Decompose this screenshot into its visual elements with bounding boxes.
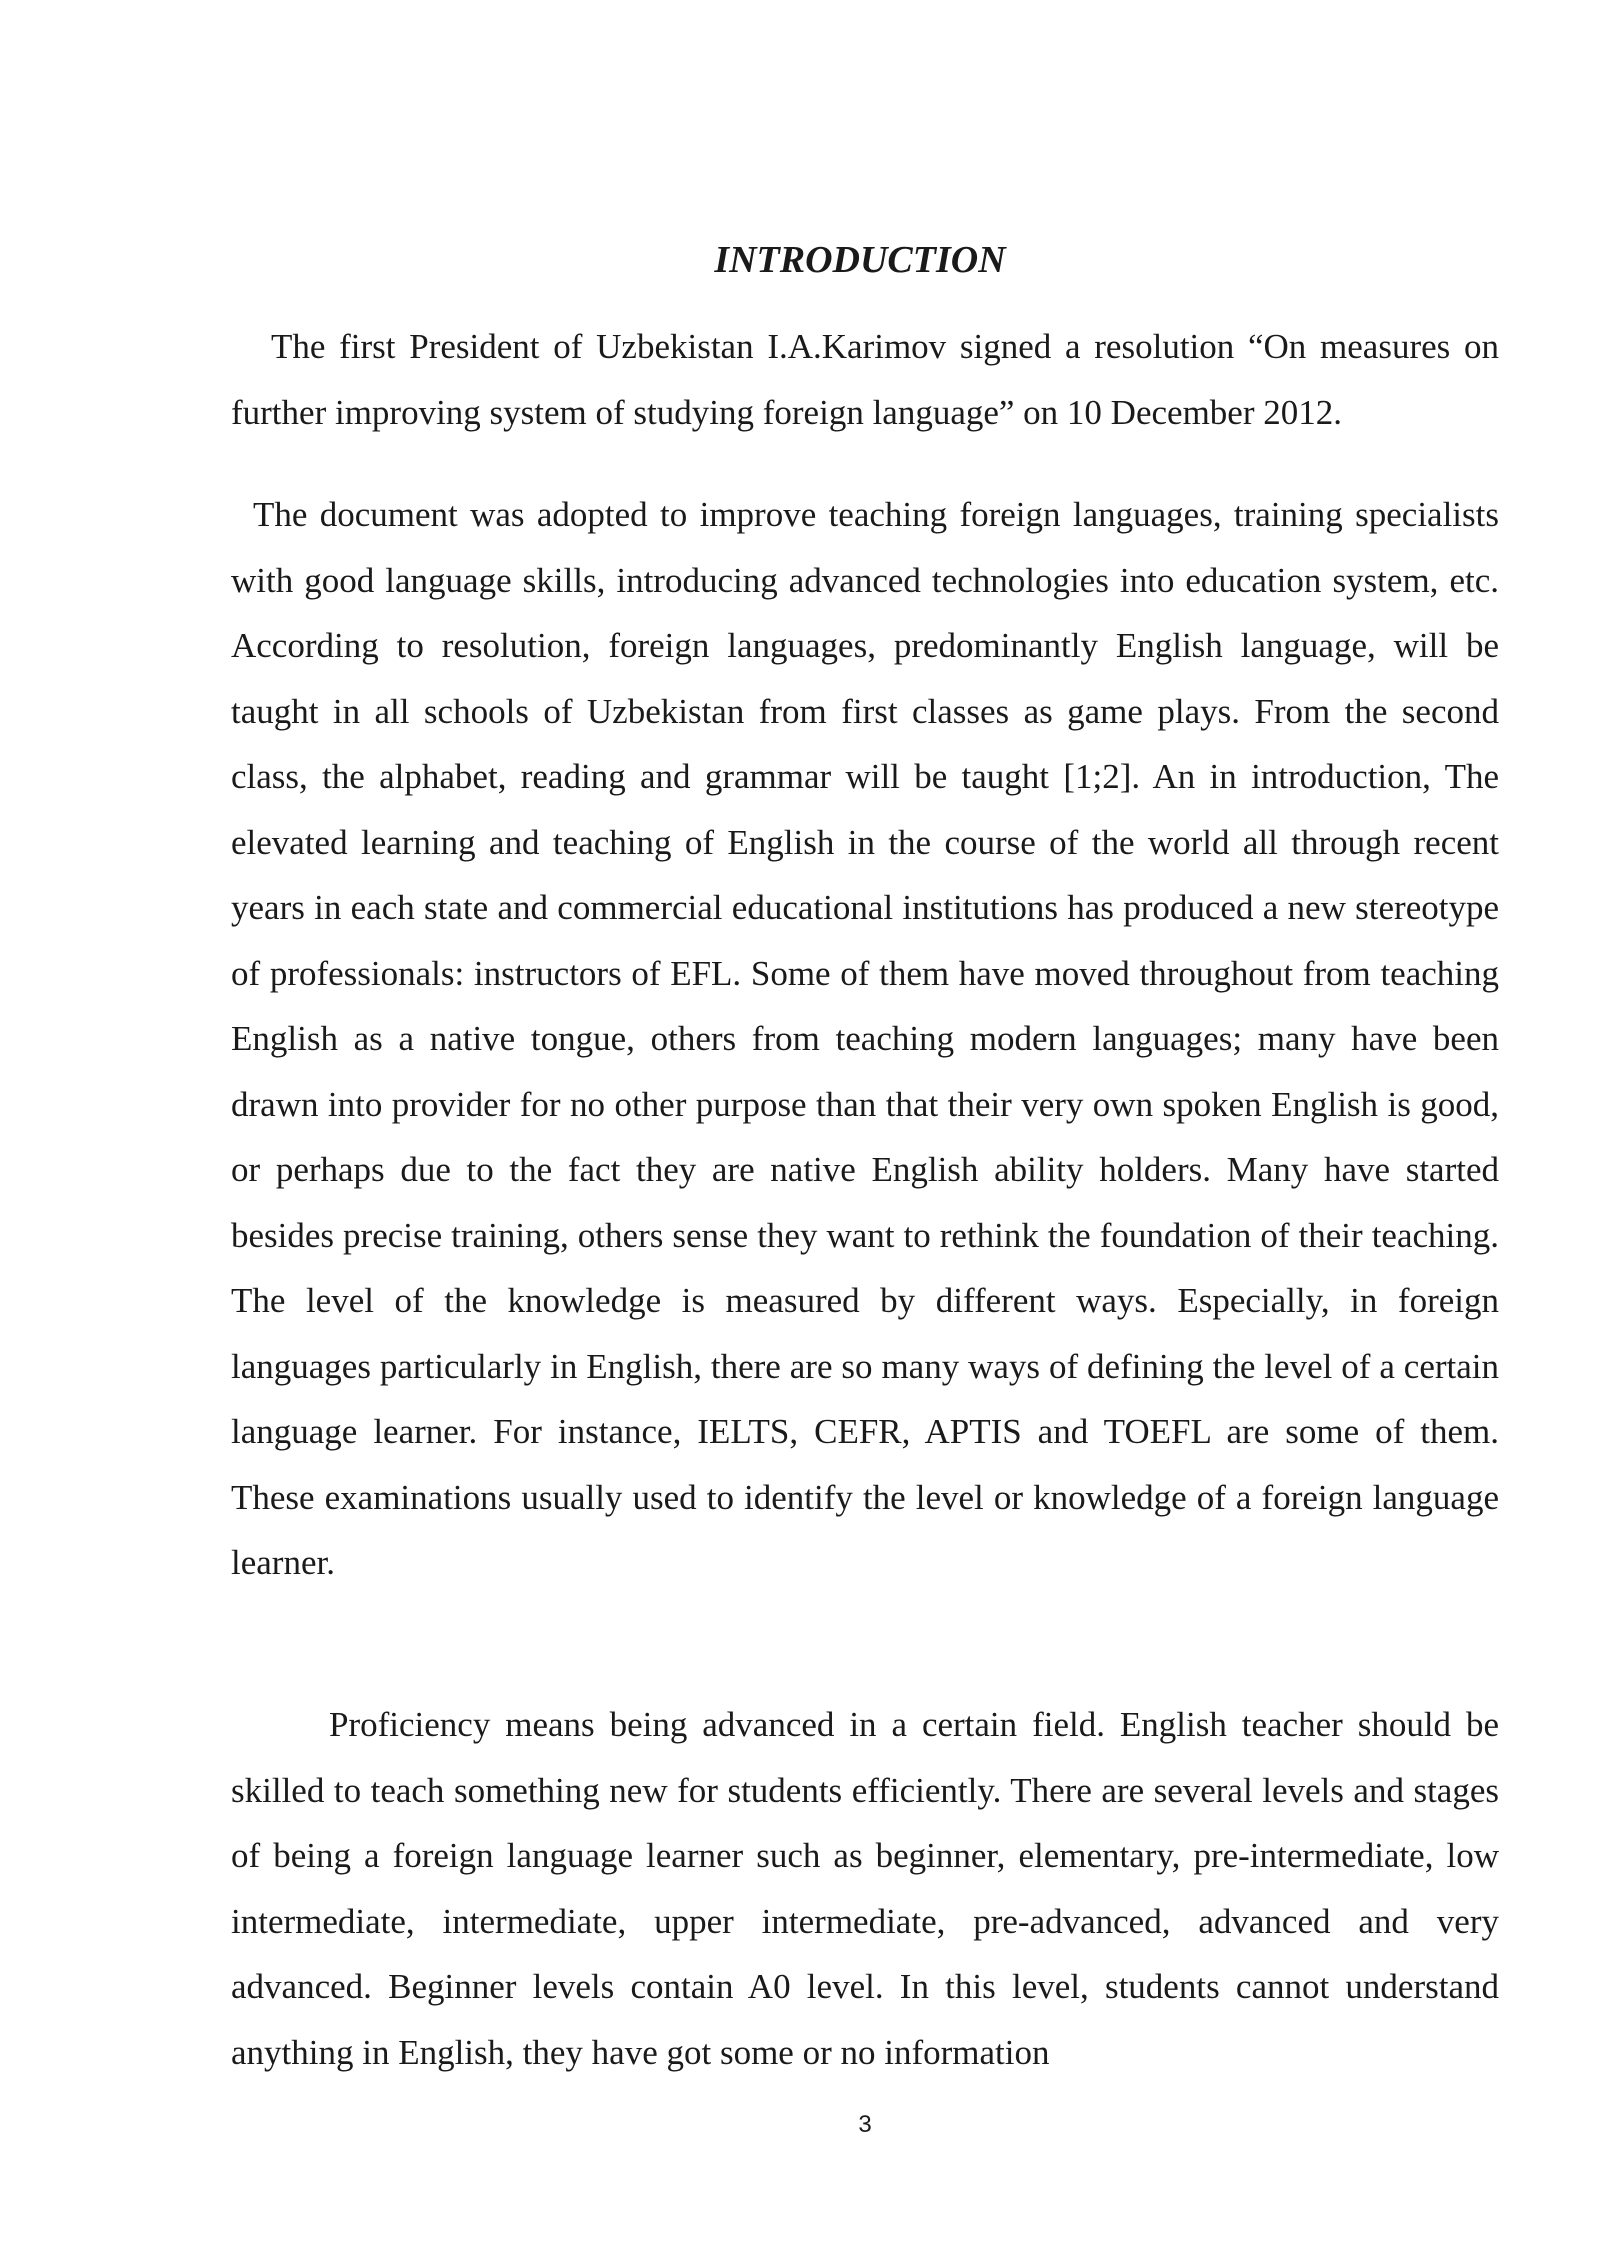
section-heading: INTRODUCTION xyxy=(714,239,1006,281)
paragraph-document-adoption: The document was adopted to improve teaching foreign languages, training specialists with good language skills, introducing advanced technologies into education system, etc. According to resolution, foreign languages, predominantly English language, will be taught in all schools of Uzbekistan from first classes as game plays. From the second class, the alphabet, reading and grammar will be taught [1;2]. An in introduction, The elevated learning and teaching of English in the course of the world all through recent years in each state and commercial educational institutions has produced a new stereotype of professionals: instructors of EFL. Some of them have moved throughout from teaching English as a native tongue, others from teaching modern languages; many have been drawn into provider for no other purpose than that their very own spoken English is good, or perhaps due to the fact they are native English ability holders. Many have started besides precise training, others sense they want to rethink the foundation of their teaching. The level of the knowledge is measured by different ways. Especially, in foreign languages particularly in English, there are so many ways of defining the level of a certain language learner. For instance, IELTS, CEFR, APTIS and TOEFL are some of them. These examinations usually used to identify the level or knowledge of a foreign language learner. xyxy=(231,495,1499,1582)
paragraph-resolution: The first President of Uzbekistan I.A.Karimov signed a resolution “On measures on further improving system of studying foreign language” on 10 December 2012. xyxy=(231,327,1499,432)
paragraph-proficiency: Proficiency means being advanced in a certain field. English teacher should be skilled to teach something new for students efficiently. There are several levels and stages of being a foreign language learner such as beginner, elementary, pre-intermediate, low intermediate, intermediate, upper intermediate, pre-advanced, advanced and very advanced. Beginner levels contain A0 level. In this level, students cannot understand anything in English, they have got some or no information xyxy=(231,1705,1499,2072)
page-number: 3 xyxy=(858,2111,872,2138)
